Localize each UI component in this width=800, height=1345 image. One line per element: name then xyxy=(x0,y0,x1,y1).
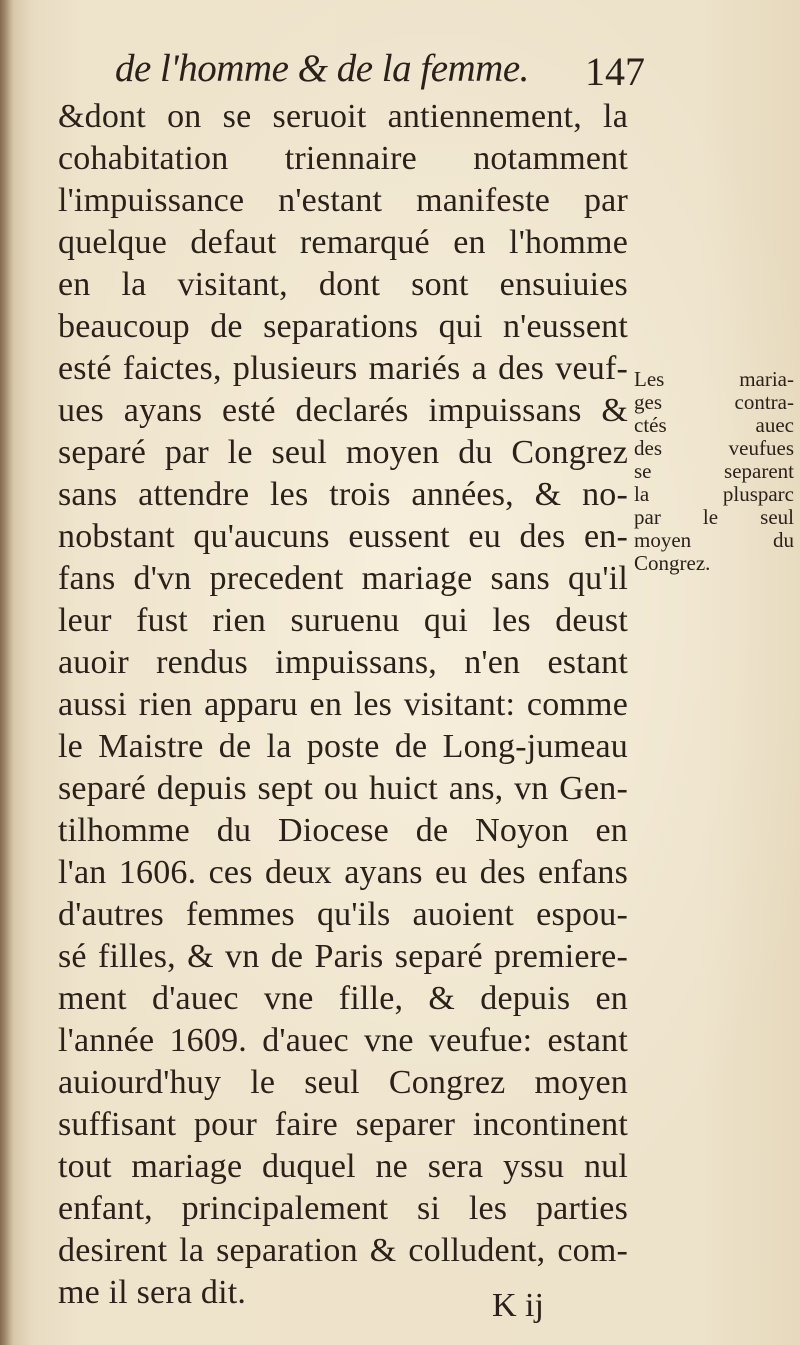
body-line: l'année 1609. d'auec vne veufue: estant xyxy=(58,1022,628,1059)
body-line: sé filles, & vn de Paris separé premiere- xyxy=(58,938,628,975)
marginal-note-line: Les maria- xyxy=(634,367,794,391)
body-line: separé depuis sept ou huict ans, vn Gen- xyxy=(58,770,628,807)
marginal-note xyxy=(634,368,794,575)
body-line: tilhomme du Diocese de Noyon en xyxy=(58,812,628,849)
body-line: tout mariage duquel ne sera yssu nul xyxy=(58,1148,628,1185)
body-line: en la visitant, dont sont ensuiuies xyxy=(58,266,628,303)
body-line: fans d'vn precedent mariage sans qu'il xyxy=(58,560,628,597)
marginal-note-line: ctés auec xyxy=(634,413,794,437)
body-line: desirent la separation & colludent, com- xyxy=(58,1232,628,1269)
binding-gutter-shadow xyxy=(0,0,14,1345)
body-line: l'impuissance n'estant manifeste par xyxy=(58,182,628,219)
marginal-note-line: ges contra- xyxy=(634,390,794,414)
marginal-note-line: la plusparc xyxy=(634,482,794,506)
body-line: le Maistre de la poste de Long-jumeau xyxy=(58,728,628,765)
running-title: de l'homme & de la femme. xyxy=(115,47,529,90)
body-line: d'autres femmes qu'ils auoient espou- xyxy=(58,896,628,933)
body-line: me il sera dit. xyxy=(58,1274,247,1311)
marginal-note-line: moyen du xyxy=(634,528,794,552)
body-line: enfant, principalement si les parties xyxy=(58,1190,628,1227)
body-line: l'an 1606. ces deux ayans eu des enfans xyxy=(58,854,628,891)
body-line: leur fust rien suruenu qui les deust xyxy=(58,602,628,639)
running-head xyxy=(115,40,645,100)
body-line: suffisant pour faire separer incontinent xyxy=(58,1106,628,1143)
body-line: auiourd'huy le seul Congrez moyen xyxy=(58,1064,628,1101)
marginal-note-line: des veufues xyxy=(634,436,794,460)
body-text xyxy=(58,96,628,1314)
body-line: &dont on se seruoit antiennement, la xyxy=(58,98,628,135)
body-line: auoir rendus impuissans, n'en estant xyxy=(58,644,628,681)
marginal-note-line: par le seul xyxy=(634,505,794,529)
marginal-note-line: se separent xyxy=(634,459,794,483)
body-line: separé par le seul moyen du Congrez xyxy=(58,434,628,471)
signature-mark: K ij xyxy=(492,1287,544,1324)
body-line: quelque defaut remarqué en l'homme xyxy=(58,224,628,261)
body-line: nobstant qu'aucuns eussent eu des en- xyxy=(58,518,628,555)
body-line: cohabitation triennaire notamment xyxy=(58,140,628,177)
body-line: aussi rien apparu en les visitant: comme xyxy=(58,686,628,723)
body-line: ment d'auec vne fille, & depuis en xyxy=(58,980,628,1017)
page-number: 147 xyxy=(585,49,645,94)
body-line: ues ayans esté declarés impuissans & xyxy=(58,392,628,429)
marginal-note-line: Congrez. xyxy=(634,551,711,575)
body-line: beaucoup de separations qui n'eussent xyxy=(58,308,628,345)
body-line: sans attendre les trois années, & no- xyxy=(58,476,628,513)
body-line: esté faictes, plusieurs mariés a des veuf- xyxy=(58,350,628,387)
